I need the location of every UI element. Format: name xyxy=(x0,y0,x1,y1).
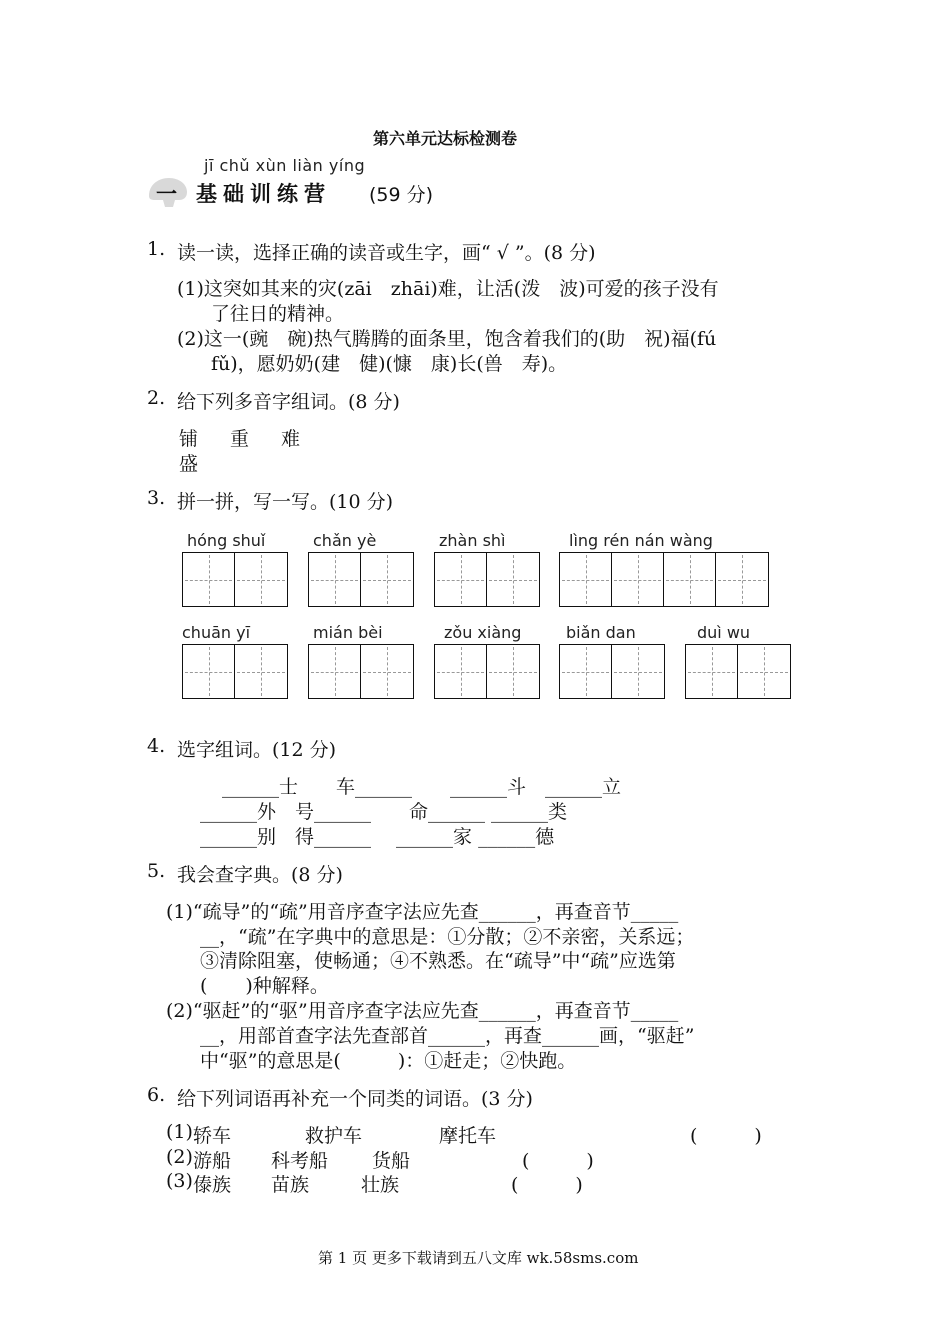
q6-word: 苗族 xyxy=(271,1174,310,1196)
q3-pinyin: biǎn dan xyxy=(566,623,636,642)
q6-row-label: (2) xyxy=(166,1146,193,1168)
q6-answer-blank[interactable]: ( ) xyxy=(522,1150,594,1172)
writing-cell[interactable] xyxy=(435,553,487,606)
q4-prompt: 选字组词。(12 分) xyxy=(177,739,337,761)
writing-cell[interactable] xyxy=(487,553,539,606)
writing-grid[interactable] xyxy=(434,644,540,699)
writing-grid[interactable] xyxy=(559,644,665,699)
section-score: (59 分) xyxy=(369,184,434,206)
writing-cell[interactable] xyxy=(309,645,361,698)
q1-line-2: 了往日的精神。 xyxy=(211,303,345,325)
q3-pinyin: chǎn yè xyxy=(313,531,377,550)
q5-number: 5. xyxy=(147,860,166,882)
writing-cell[interactable] xyxy=(235,553,287,606)
q2-char: 铺 xyxy=(179,428,199,450)
q6-answer-blank[interactable]: ( ) xyxy=(690,1125,762,1147)
q6-word: 科考船 xyxy=(271,1150,329,1172)
writing-cell[interactable] xyxy=(361,645,413,698)
q6-prompt: 给下列词语再补充一个同类的词语。(3 分) xyxy=(177,1088,533,1110)
q3-pinyin: lìng rén nán wàng xyxy=(569,531,713,550)
writing-grid[interactable] xyxy=(308,644,414,699)
q6-word: 游船 xyxy=(193,1150,232,1172)
writing-grid[interactable] xyxy=(308,552,414,607)
q6-word: 傣族 xyxy=(193,1174,232,1196)
q4-line-3: ______别 得______ ______家 ______德 xyxy=(200,826,555,848)
q6-word: 轿车 xyxy=(193,1125,232,1147)
writing-cell[interactable] xyxy=(612,553,664,606)
q6-row-label: (3) xyxy=(166,1170,193,1192)
q6-word: 壮族 xyxy=(361,1174,400,1196)
q1-prompt: 读一读，选择正确的读音或生字，画“ √ ”。(8 分) xyxy=(177,242,596,264)
page-title: 第六单元达标检测卷 xyxy=(373,129,518,148)
q5-line-1: (1)“疏导”的“疏”用音序查字法应先查______，再查音节_____ xyxy=(166,901,679,923)
q3-pinyin: chuān yī xyxy=(182,623,251,642)
writing-grid[interactable] xyxy=(434,552,540,607)
writing-cell[interactable] xyxy=(686,645,738,698)
writing-cell[interactable] xyxy=(183,645,235,698)
q2-number: 2. xyxy=(147,387,166,409)
writing-cell[interactable] xyxy=(235,645,287,698)
q2-char: 难 xyxy=(281,428,301,450)
q5-line-2: __，“疏”在字典中的意思是：①分散；②不亲密，关系远； xyxy=(200,926,695,948)
writing-cell[interactable] xyxy=(560,645,612,698)
q6-row-label: (1) xyxy=(166,1121,193,1143)
section-heading: 基础训练营 xyxy=(196,182,331,206)
writing-cell[interactable] xyxy=(664,553,716,606)
q4-line-1: ______士 车______ ______斗 ______立 xyxy=(222,776,622,798)
q5-prompt: 我会查字典。(8 分) xyxy=(177,864,343,886)
q5-line-4: ( )种解释。 xyxy=(200,975,329,997)
q4-number: 4. xyxy=(147,735,166,757)
section-pinyin: jī chǔ xùn liàn yíng xyxy=(204,156,366,175)
writing-cell[interactable] xyxy=(309,553,361,606)
q5-line-3: ③清除阻塞，使畅通；④不熟悉。在“疏导”中“疏”应选第 xyxy=(200,950,676,972)
q2-char: 盛 xyxy=(179,453,199,475)
writing-cell[interactable] xyxy=(361,553,413,606)
writing-cell[interactable] xyxy=(435,645,487,698)
q6-number: 6. xyxy=(147,1084,166,1106)
q5-line-7: 中“驱”的意思是( )：①赶走；②快跑。 xyxy=(200,1050,577,1072)
q5-line-5: (2)“驱赶”的“驱”用音序查字法应先查______，再查音节_____ xyxy=(166,1000,679,1022)
q6-word: 救护车 xyxy=(305,1125,363,1147)
q3-prompt: 拼一拼，写一写。(10 分) xyxy=(177,491,394,513)
q2-prompt: 给下列多音字组词。(8 分) xyxy=(177,391,400,413)
writing-cell[interactable] xyxy=(487,645,539,698)
q3-pinyin: hóng shuǐ xyxy=(187,531,266,550)
page-footer: 第 1 页 更多下载请到五八文库 wk.58sms.com xyxy=(318,1249,639,1267)
q6-word: 摩托车 xyxy=(439,1125,497,1147)
writing-cell[interactable] xyxy=(716,553,768,606)
q5-line-6: __，用部首查字法先查部首______，再查______画，“驱赶” xyxy=(200,1025,695,1047)
q3-number: 3. xyxy=(147,487,166,509)
q6-word: 货船 xyxy=(372,1150,411,1172)
section-number: 一 xyxy=(156,182,183,206)
writing-grid[interactable] xyxy=(182,552,288,607)
writing-cell[interactable] xyxy=(560,553,612,606)
q1-line-3: (2)这一(豌 碗)热气腾腾的面条里，饱含着我们的(助 祝)福(fú xyxy=(177,328,717,350)
q3-pinyin: zhàn shì xyxy=(439,531,506,550)
q1-line-4: fǔ)，愿奶奶(建 健)(慷 康)长(兽 寿)。 xyxy=(211,353,568,375)
q4-line-2: ______外 号______ 命______ ______类 xyxy=(200,801,568,823)
q3-pinyin: mián bèi xyxy=(313,623,383,642)
q3-pinyin: duì wu xyxy=(697,623,751,642)
writing-grid[interactable] xyxy=(559,552,769,607)
q2-char: 重 xyxy=(230,428,250,450)
q1-line-1: (1)这突如其来的灾(zāi zhāi)难，让活(泼 波)可爱的孩子没有 xyxy=(177,278,719,300)
writing-grid[interactable] xyxy=(685,644,791,699)
writing-cell[interactable] xyxy=(738,645,790,698)
q6-answer-blank[interactable]: ( ) xyxy=(511,1174,583,1196)
writing-cell[interactable] xyxy=(612,645,664,698)
q3-pinyin: zǒu xiàng xyxy=(444,623,522,642)
writing-cell[interactable] xyxy=(183,553,235,606)
writing-grid[interactable] xyxy=(182,644,288,699)
q1-number: 1. xyxy=(147,238,166,260)
